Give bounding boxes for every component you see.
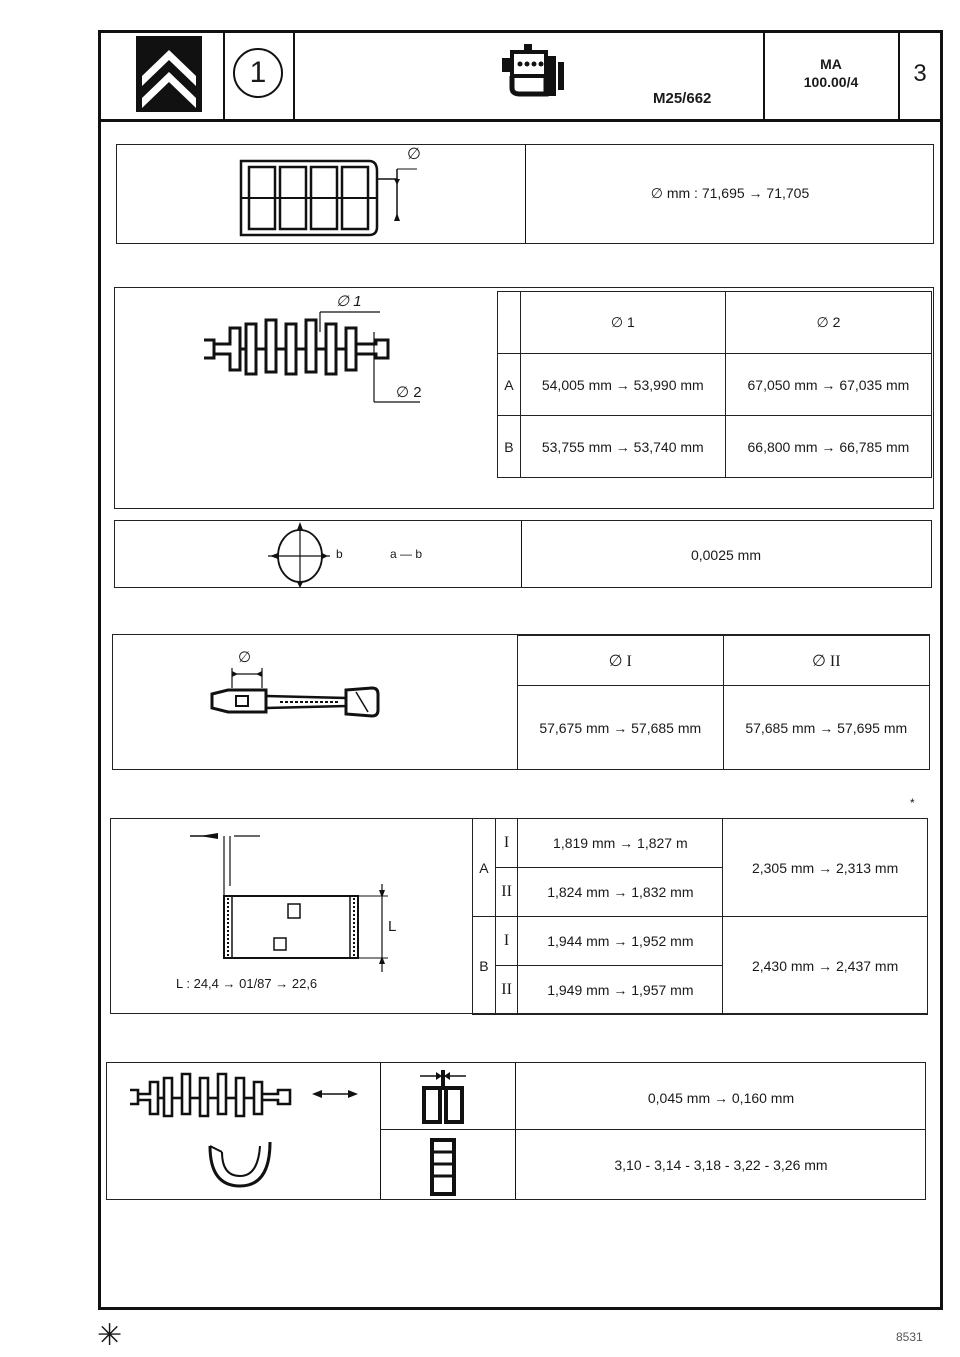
crankshaft-table [497,291,932,478]
manual-code-line2: 100.00/4 [803,74,859,90]
feeler-gauge-icon [418,1068,468,1128]
ovality-diagram [264,520,334,590]
table-row [518,686,930,770]
section-number-badge [233,48,283,98]
bearing-value: 1,949 mm → 1,957 mm [518,966,723,1015]
manual-code-line1: MA [820,56,842,72]
journal-d2-value: 67,050 mm → 67,035 mm [725,354,931,416]
footer-star-icon: ✳ [97,1318,123,1353]
double-arrow-icon [312,1086,358,1102]
crankshaft-small-icon [126,1068,296,1130]
table-row [473,917,928,966]
conrod-table [517,635,930,770]
roman-index: II [495,966,518,1015]
citroen-chevron-logo [136,36,202,112]
conrod-icon [206,664,386,724]
bearings-table [472,818,928,1015]
bearing-total: 2,305 mm → 2,313 mm [723,819,928,917]
thrust-washer-icon [200,1136,280,1192]
conrod-dia-label: ∅ [238,649,252,666]
conrod-dI-value: 57,675 mm → 57,685 mm [518,686,724,770]
footer-code: 8531 [896,1330,923,1344]
journal-d1-value: 53,755 mm → 53,740 mm [520,416,725,478]
engine-icon [498,42,568,104]
col-header-d1: ∅ 1 [520,292,725,354]
bearing-L-label: L [388,918,397,935]
journal-d1-value: 54,005 mm → 53,990 mm [520,354,725,416]
cylinder-block-icon [237,151,427,241]
shim-sizes: 3,10 - 3,14 - 3,18 - 3,22 - 3,26 mm [614,1157,828,1173]
bearing-shell-diagram [176,826,406,976]
table-row [498,416,932,478]
header-bar [98,30,943,122]
endplay-value: 0,045 mm → 0,160 mm [647,1090,795,1106]
table-row [498,354,932,416]
roman-index: I [495,819,518,868]
bearing-value: 1,944 mm → 1,952 mm [518,917,723,966]
shim-ladder-icon [418,1136,468,1198]
class-label: A [473,819,496,917]
class-label: B [473,917,496,1015]
journal-d2-value: 66,800 mm → 66,785 mm [725,416,931,478]
conrod-dII-value: 57,685 mm → 57,695 mm [723,686,930,770]
roman-index: II [495,868,518,917]
class-label: A [498,354,521,416]
class-label: B [498,416,521,478]
engine-code: M25/662 [653,90,712,107]
ovality-value: 0,0025 mm [690,547,762,563]
note-mark: * [910,796,915,810]
roman-index: I [495,917,518,966]
crankshaft-d1-label: ∅ 1 [336,293,362,310]
bearing-value: 1,824 mm → 1,832 mm [518,868,723,917]
bore-dia-label: ∅ [407,146,421,163]
page-number: 3 [913,60,927,87]
col-header-d2: ∅ 2 [725,292,931,354]
col-header-dI: ∅ I [518,636,724,686]
bearing-length-note: L : 24,4 → 01/87 → 22,6 [176,976,318,991]
bore-value: ∅ mm : 71,695 → 71,705 [650,185,810,201]
bearing-value: 1,819 mm → 1,827 m [518,819,723,868]
crankshaft-d2-label: ∅ 2 [396,384,422,401]
bearing-total: 2,430 mm → 2,437 mm [723,917,928,1015]
ovality-b-label: b [336,547,343,561]
section-number: 1 [249,56,267,89]
bore-section [116,144,934,244]
col-header-dII: ∅ II [723,636,930,686]
table-row [473,819,928,868]
ovality-ab-label: a — b [390,547,423,561]
